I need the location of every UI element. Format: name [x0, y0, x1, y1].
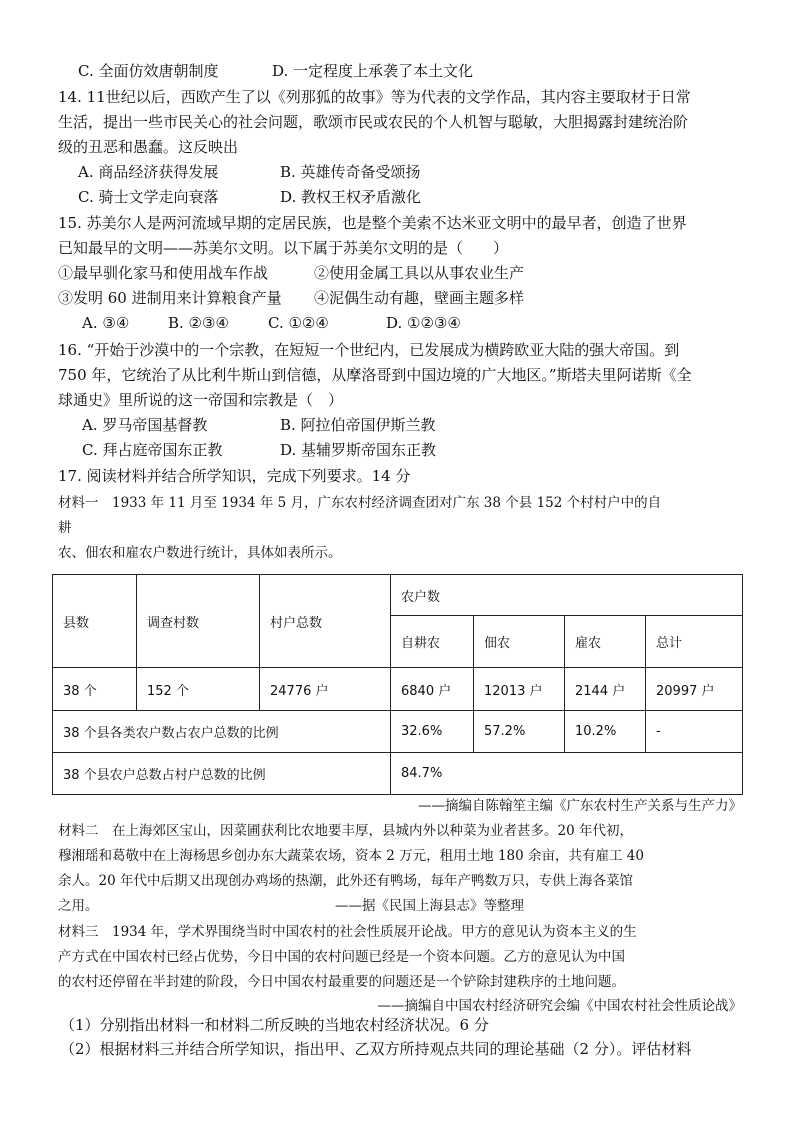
header-counties: 县数: [53, 575, 137, 668]
material2-line1: 材料二 在上海郊区宝山，因菜圃获利比农地要丰厚，县城内外以种菜为业者甚多。20 年代初，: [58, 823, 633, 839]
q14-stem-line3: 级的丑恶和愚蠢。这反映出: [58, 138, 239, 156]
q15-item-3: ③发明 60 进制用来计算粮食产量: [58, 289, 282, 307]
q15-option-c: C. ①②④: [268, 314, 329, 332]
ratio-total: -: [646, 711, 743, 753]
cell-tenant: 12013 户: [474, 668, 565, 711]
q15-item-2: ②使用金属工具以从事农业生产: [314, 264, 525, 282]
q14-option-d: D. 教权王权矛盾激化: [280, 188, 422, 206]
header-villages: 调查村数: [137, 575, 260, 668]
q16-option-d: D. 基辅罗斯帝国东正教: [280, 441, 437, 459]
q15-stem-line2: 已知最早的文明——苏美尔文明。以下属于苏美尔文明的是（ ）: [58, 239, 509, 257]
ratio-hired: 10.2%: [565, 711, 646, 753]
material2-line2: 穆湘瑶和葛敬中在上海杨思乡创办东大蔬菜农场，资本 2 万元，租用土地 180 余亩，共有雇工 40: [58, 848, 644, 864]
header-households: 村户总数: [260, 575, 391, 668]
q14-stem-line2: 生活，提出一些市民关心的社会问题，歌颂市民或农民的个人机智与聪敏，大胆揭露封建统治阶: [58, 113, 689, 131]
cell-counties: 38 个: [53, 668, 137, 711]
q17-stem: 17. 阅读材料并结合所学知识，完成下列要求。14 分: [58, 467, 411, 485]
requirement-2: （2）根据材料三并结合所学知识，指出甲、乙双方所持观点共同的理论基础（2 分）。评估材料: [60, 1040, 692, 1058]
header-tenant-farmers: 佃农: [474, 616, 565, 668]
material3-line2: 产方式在中国农村已经占优势，今日中国的农村问题已经是一个资本问题。乙方的意见认为中国: [58, 949, 625, 965]
farm-household-table: [52, 574, 743, 795]
q16-option-b: B. 阿拉伯帝国伊斯兰教: [280, 416, 436, 434]
share-value: 84.7%: [391, 753, 743, 795]
header-farm-households: 农户数: [391, 575, 743, 616]
cell-hired: 2144 户: [565, 668, 646, 711]
cell-villages: 152 个: [137, 668, 260, 711]
q13-option-d: D. 一定程度上承袭了本土文化: [272, 62, 474, 80]
q14-option-c: C. 骑士文学走向衰落: [78, 188, 219, 206]
header-hired-farmers: 雇农: [565, 616, 646, 668]
q15-item-4: ④泥偶生动有趣，壁画主题多样: [314, 289, 525, 307]
q15-option-a: A. ③④: [82, 314, 130, 332]
header-total: 总计: [646, 616, 743, 668]
share-row-label: 38 个县农户总数占村户总数的比例: [53, 753, 391, 795]
q16-option-a: A. 罗马帝国基督教: [82, 416, 208, 434]
material1-source: ——摘编自陈翰笙主编《广东农村生产关系与生产力》: [418, 798, 742, 814]
material1-line1: 材料一 1933 年 11 月至 1934 年 5 月，广东农村经济调查团对广东 38 个县 152 个村村户中的自: [58, 495, 662, 511]
q14-stem-line1: 14. 11世纪以后，西欧产生了以《列那狐的故事》等为代表的文学作品，其内容主要取材于日常: [58, 88, 691, 106]
q16-option-c: C. 拜占庭帝国东正教: [82, 441, 223, 459]
ratio-tenant: 57.2%: [474, 711, 565, 753]
q16-stem-line2: 750 年，它统治了从比利牛斯山到信德，从摩洛哥到中国边境的广大地区。”斯塔夫里阿诺斯《全: [58, 366, 692, 384]
header-owner-farmers: 自耕农: [391, 616, 474, 668]
cell-owner: 6840 户: [391, 668, 474, 711]
material3-line3: 的农村还停留在半封建的阶段，今日中国农村最重要的问题还是一个铲除封建秩序的土地问题。: [58, 974, 625, 990]
material1-line2: 耕: [58, 520, 72, 536]
cell-total: 20997 户: [646, 668, 743, 711]
q14-option-b: B. 英雄传奇备受颂扬: [280, 163, 421, 181]
material2-line4: 之用。: [58, 898, 99, 914]
material1-line3: 农、佃农和雇农户数进行统计，具体如表所示。: [58, 545, 342, 561]
ratio-row-label: 38 个县各类农户数占农户总数的比例: [53, 711, 391, 753]
q13-option-c: C. 全面仿效唐朝制度: [78, 62, 219, 80]
material3-source: ——摘编自中国农村经济研究会编《中国农村社会性质论战》: [377, 998, 742, 1014]
material3-line1: 材料三 1934 年，学术界围绕当时中国农村的社会性质展开论战。甲方的意见认为资本主义的生: [58, 924, 637, 940]
cell-households: 24776 户: [260, 668, 391, 711]
q15-item-1: ①最早驯化家马和使用战车作战: [58, 264, 269, 282]
q15-stem-line1: 15. 苏美尔人是两河流域早期的定居民族，也是整个美索不达米亚文明中的最早者，创造了世界: [58, 214, 687, 232]
q14-option-a: A. 商品经济获得发展: [78, 163, 219, 181]
q16-stem-line3: 球通史》里所说的这一帝国和宗教是（ ）: [58, 391, 344, 409]
q15-option-d: D. ①②③④: [386, 314, 461, 332]
q16-stem-line1: 16. “开始于沙漠中的一个宗教，在短短一个世纪内，已发展成为横跨欧亚大陆的强大帝国。到: [58, 341, 680, 359]
ratio-owner: 32.6%: [391, 711, 474, 753]
requirement-1: （1）分别指出材料一和材料二所反映的当地农村经济状况。6 分: [60, 1016, 489, 1034]
material2-source: ——据《民国上海县志》等整理: [335, 898, 524, 914]
material2-line3: 余人。20 年代中后期又出现创办鸡场的热潮，此外还有鸭场，每年产鸭数万只，专供上海各菜馆: [58, 873, 633, 889]
q15-option-b: B. ②③④: [168, 314, 229, 332]
